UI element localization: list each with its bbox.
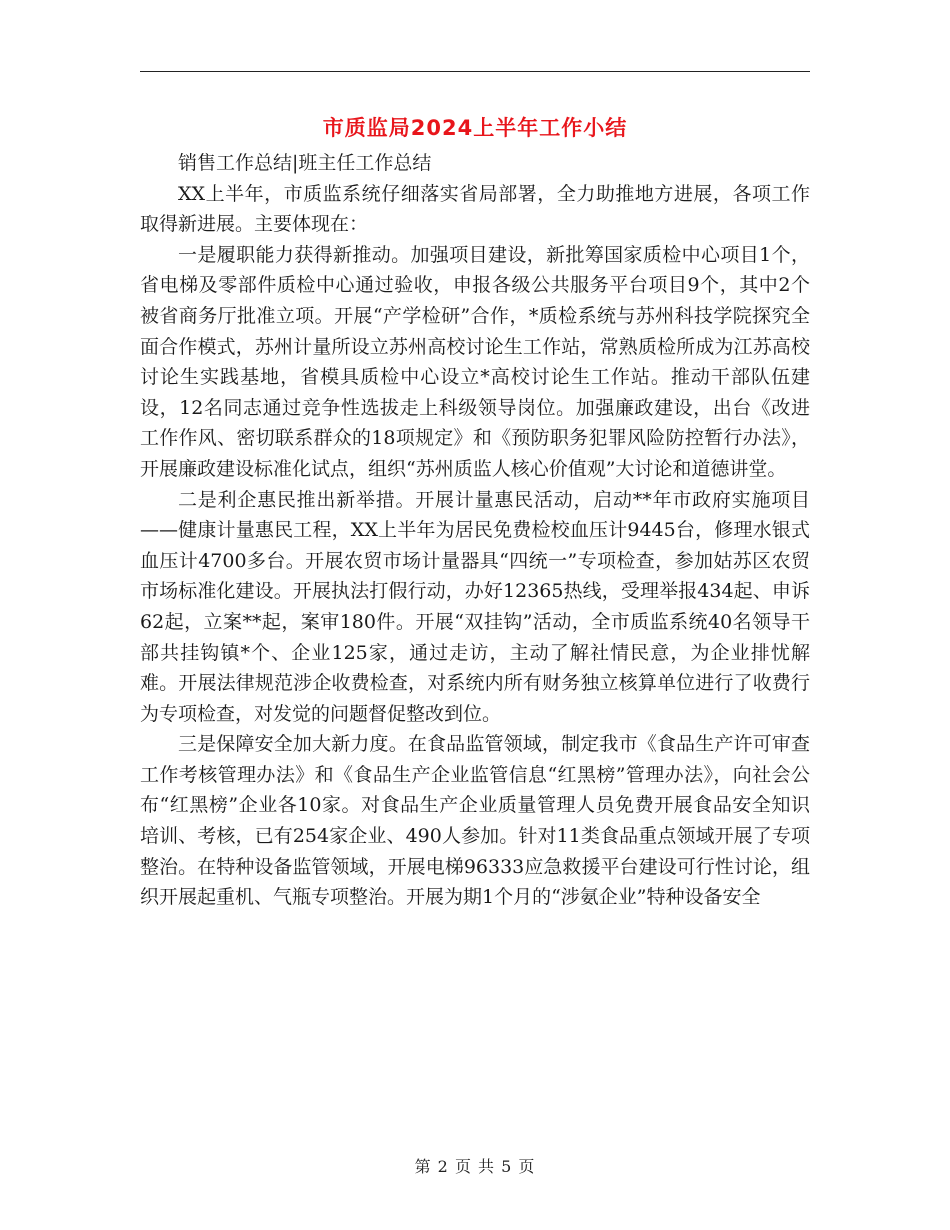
category-line: 销售工作总结|班主任工作总结 <box>178 152 432 174</box>
paragraph-1: 一是履职能力获得新推动。加强项目建设，新批筹国家质检中心项目1个，省电梯及零部件质检中心通过验收，申报各级公共服务平台项目9个，其中2个被省商务厅批准立项。开展“产学检研”合作，*质检系统与苏州科技学院探究全面合作模式，苏州计量所设立苏州高校讨论生工作站，常熟质检所成为江苏高校讨论生实践基地，省模具质检中心设立*高校讨论生工作站。推动干部队伍建设，12名同志通过竞争性选拔走上科级领导岗位。加强廉政建设，出台《改进工作作风、密切联系群众的18项规定》和《预防职务犯罪风险防控暂行办法》，开展廉政建设标准化试点，组织“苏州质监人核心价值观”大讨论和道德讲堂。 <box>140 243 810 480</box>
page-number-footer: 第 2 页 共 5 页 <box>414 1157 536 1176</box>
paragraph-intro: XX上半年，市质监系统仔细落实省局部署，全力助推地方进展，各项工作取得新进展。主要体现在： <box>140 182 810 236</box>
document-title: 市质监局2024上半年工作小结 <box>322 116 628 140</box>
paragraph-2: 二是利企惠民推出新举措。开展计量惠民活动，启动**年市政府实施项目——健康计量惠民工程，XX上半年为居民免费检校血压计9445台，修理水银式血压计4700多台。开展农贸市场计量器具“四统一”专项检查，参加姑苏区农贸市场标准化建设。开展执法打假行动，办好12365热线，受理举报434起、申诉62起，立案**起，案审180件。开展“双挂钩”活动，全市质监系统40名领导干部共挂钩镇*个、企业125家，通过走访，主动了解社情民意，为企业排忧解难。开展法律规范涉企收费检查，对系统内所有财务独立核算单位进行了收费行为专项检查，对发觉的问题督促整改到位。 <box>140 488 810 725</box>
document-body <box>140 148 810 913</box>
paragraph-3: 三是保障安全加大新力度。在食品监管领域，制定我市《食品生产许可审查工作考核管理办法》和《食品生产企业监管信息“红黑榜”管理办法》，向社会公布“红黑榜”企业各10家。对食品生产企业质量管理人员免费开展食品安全知识培训、考核，已有254家企业、490人参加。针对11类食品重点领域开展了专项整治。在特种设备监管领域，开展电梯96333应急救援平台建设可行性讨论，组织开展起重机、气瓶专项整治。开展为期1个月的“涉氨企业”特种设备安全 <box>140 733 810 909</box>
header-rule <box>140 71 810 72</box>
